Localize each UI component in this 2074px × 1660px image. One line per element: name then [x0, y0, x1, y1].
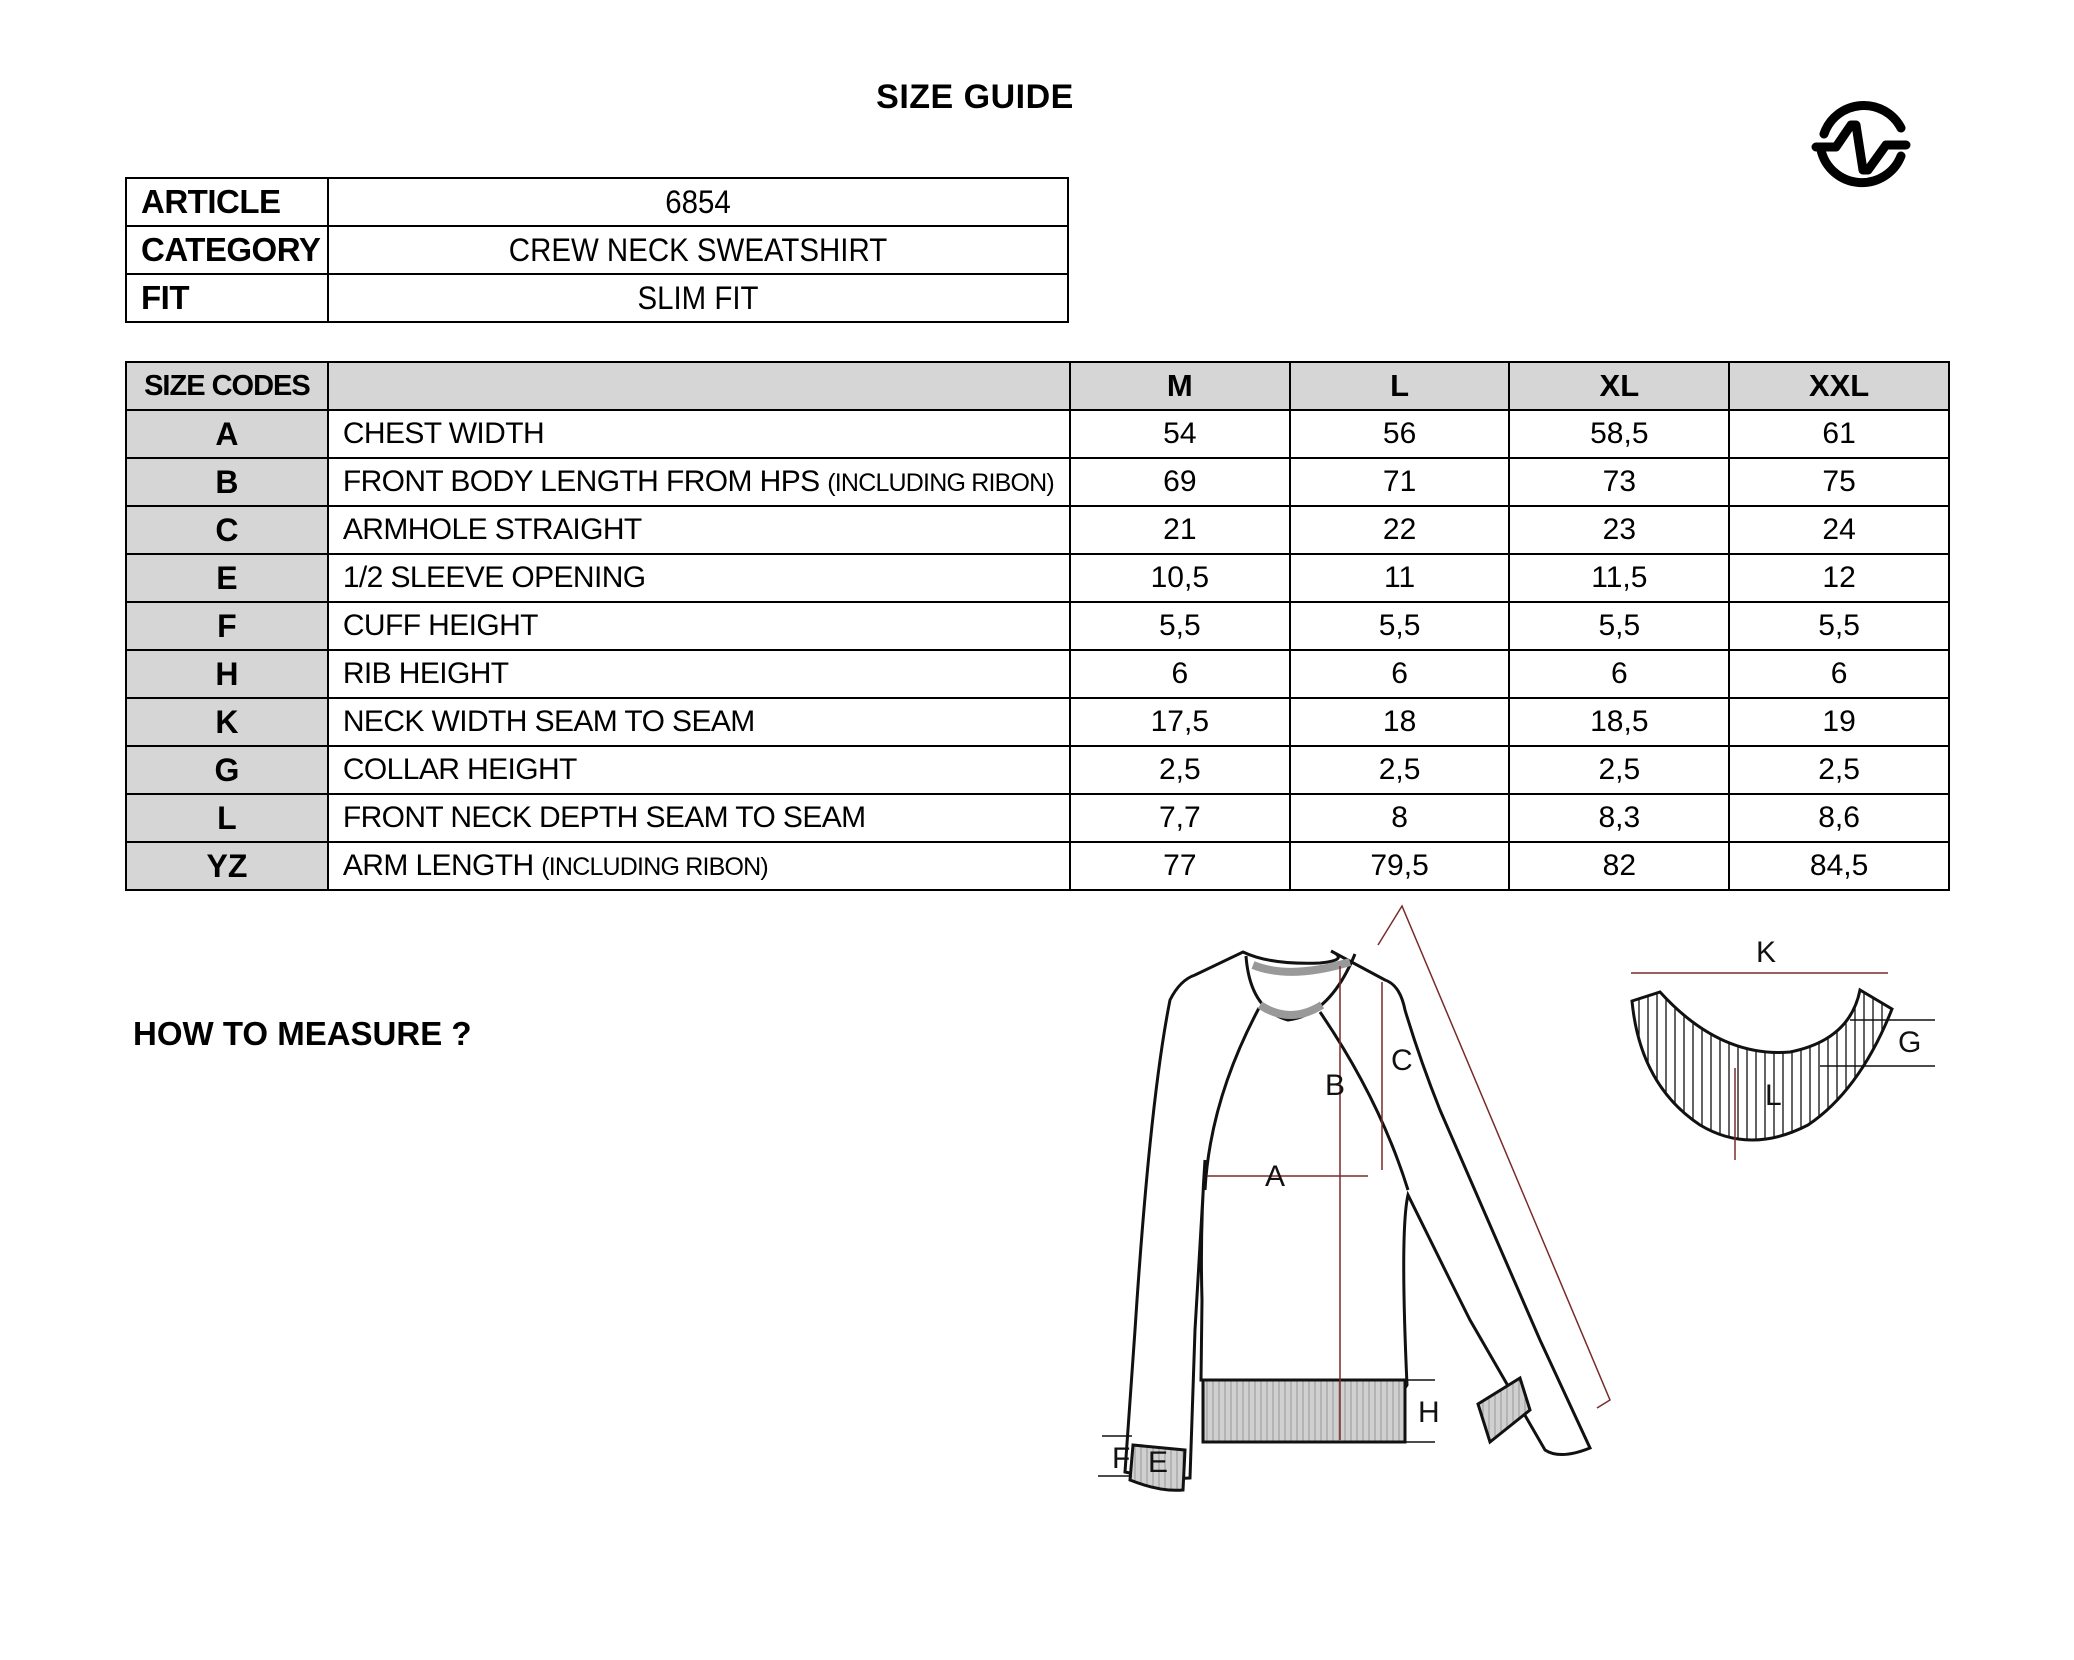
description-text: FRONT BODY LENGTH FROM HPS [342, 465, 828, 498]
header-size-xxl: XXL [1729, 362, 1949, 410]
label-c: C [1391, 1044, 1413, 1077]
value-xl: 82 [1509, 842, 1729, 890]
info-label: ARTICLE [126, 178, 328, 226]
value-m: 77 [1070, 842, 1290, 890]
table-row [126, 794, 1949, 842]
value-xxl: 61 [1729, 410, 1949, 458]
description-note: (INCLUDING RIBON) [827, 469, 1054, 497]
info-value: 6854 [358, 178, 1039, 226]
table-row [126, 842, 1949, 890]
label-e: E [1148, 1446, 1169, 1479]
value-m: 54 [1070, 410, 1290, 458]
measurement-description [328, 746, 1070, 794]
description-text: ARM LENGTH [342, 849, 542, 882]
table-row [126, 554, 1949, 602]
value-xl: 5,5 [1509, 602, 1729, 650]
value-l: 6 [1290, 650, 1510, 698]
size-code: K [126, 698, 328, 746]
value-l: 2,5 [1290, 746, 1510, 794]
size-code: E [126, 554, 328, 602]
measurement-description [328, 506, 1070, 554]
value-xxl: 6 [1729, 650, 1949, 698]
value-l: 5,5 [1290, 602, 1510, 650]
measurement-description [328, 842, 1070, 890]
description-text: CHEST WIDTH [342, 417, 545, 450]
description-text: CUFF HEIGHT [342, 609, 538, 642]
size-code: G [126, 746, 328, 794]
value-xxl: 84,5 [1729, 842, 1949, 890]
sweatshirt-drawing [1125, 951, 1590, 1490]
value-l: 56 [1290, 410, 1510, 458]
size-code: B [126, 458, 328, 506]
value-l: 11 [1290, 554, 1510, 602]
how-to-measure-heading: HOW TO MEASURE ? [133, 1015, 472, 1052]
size-code: YZ [126, 842, 328, 890]
measurement-description [328, 650, 1070, 698]
info-row-article [126, 178, 1068, 226]
description-text: COLLAR HEIGHT [342, 753, 577, 786]
value-xl: 11,5 [1509, 554, 1729, 602]
label-k: K [1756, 936, 1777, 969]
article-info-table [125, 177, 1069, 323]
value-xxl: 2,5 [1729, 746, 1949, 794]
value-l: 79,5 [1290, 842, 1510, 890]
info-value: CREW NECK SWEATSHIRT [358, 226, 1039, 274]
size-code: A [126, 410, 328, 458]
measurement-description [328, 602, 1070, 650]
measurement-description [328, 698, 1070, 746]
value-m: 69 [1070, 458, 1290, 506]
description-text: ARMHOLE STRAIGHT [342, 513, 642, 546]
value-xl: 2,5 [1509, 746, 1729, 794]
label-l: L [1765, 1079, 1782, 1112]
info-label: FIT [126, 274, 328, 322]
label-f: F [1112, 1442, 1131, 1475]
value-l: 18 [1290, 698, 1510, 746]
description-text: RIB HEIGHT [342, 657, 509, 690]
value-m: 10,5 [1070, 554, 1290, 602]
value-xxl: 5,5 [1729, 602, 1949, 650]
value-l: 71 [1290, 458, 1510, 506]
table-row [126, 698, 1949, 746]
value-xl: 58,5 [1509, 410, 1729, 458]
header-description [328, 362, 1070, 410]
value-xxl: 12 [1729, 554, 1949, 602]
description-note: (INCLUDING RIBON) [541, 853, 768, 881]
measurement-diagram [1080, 890, 1980, 1530]
value-xxl: 24 [1729, 506, 1949, 554]
table-row [126, 746, 1949, 794]
label-h: H [1418, 1396, 1440, 1429]
label-b: B [1325, 1069, 1346, 1102]
size-table [125, 361, 1950, 891]
value-xl: 18,5 [1509, 698, 1729, 746]
neck-detail-drawing [1631, 973, 1935, 1160]
size-code: F [126, 602, 328, 650]
value-xl: 6 [1509, 650, 1729, 698]
info-row-fit [126, 274, 1068, 322]
size-code: C [126, 506, 328, 554]
value-xxl: 19 [1729, 698, 1949, 746]
table-row [126, 410, 1949, 458]
value-xl: 8,3 [1509, 794, 1729, 842]
info-value: SLIM FIT [358, 274, 1039, 322]
size-code: H [126, 650, 328, 698]
table-row [126, 506, 1949, 554]
value-xxl: 75 [1729, 458, 1949, 506]
value-xxl: 8,6 [1729, 794, 1949, 842]
label-a: A [1265, 1160, 1286, 1193]
value-xl: 23 [1509, 506, 1729, 554]
measurement-description [328, 458, 1070, 506]
info-row-category [126, 226, 1068, 274]
value-l: 8 [1290, 794, 1510, 842]
header-size-l: L [1290, 362, 1510, 410]
size-table-header [126, 362, 1949, 410]
value-m: 7,7 [1070, 794, 1290, 842]
measurement-description [328, 554, 1070, 602]
description-text: NECK WIDTH SEAM TO SEAM [342, 705, 755, 738]
measurement-description [328, 794, 1070, 842]
value-m: 5,5 [1070, 602, 1290, 650]
table-row [126, 602, 1949, 650]
value-m: 21 [1070, 506, 1290, 554]
description-text: 1/2 SLEEVE OPENING [342, 561, 646, 594]
table-row [126, 458, 1949, 506]
value-m: 6 [1070, 650, 1290, 698]
brand-logo-icon [1806, 90, 1916, 200]
measurement-description [328, 410, 1070, 458]
header-size-m: M [1070, 362, 1290, 410]
label-g: G [1898, 1026, 1922, 1059]
page-title: SIZE GUIDE [876, 78, 1074, 116]
info-label: CATEGORY [126, 226, 328, 274]
table-row [126, 650, 1949, 698]
value-m: 2,5 [1070, 746, 1290, 794]
header-size-codes: SIZE CODES [126, 362, 328, 410]
value-m: 17,5 [1070, 698, 1290, 746]
value-l: 22 [1290, 506, 1510, 554]
size-code: L [126, 794, 328, 842]
header-size-xl: XL [1509, 362, 1729, 410]
value-xl: 73 [1509, 458, 1729, 506]
description-text: FRONT NECK DEPTH SEAM TO SEAM [342, 801, 866, 834]
